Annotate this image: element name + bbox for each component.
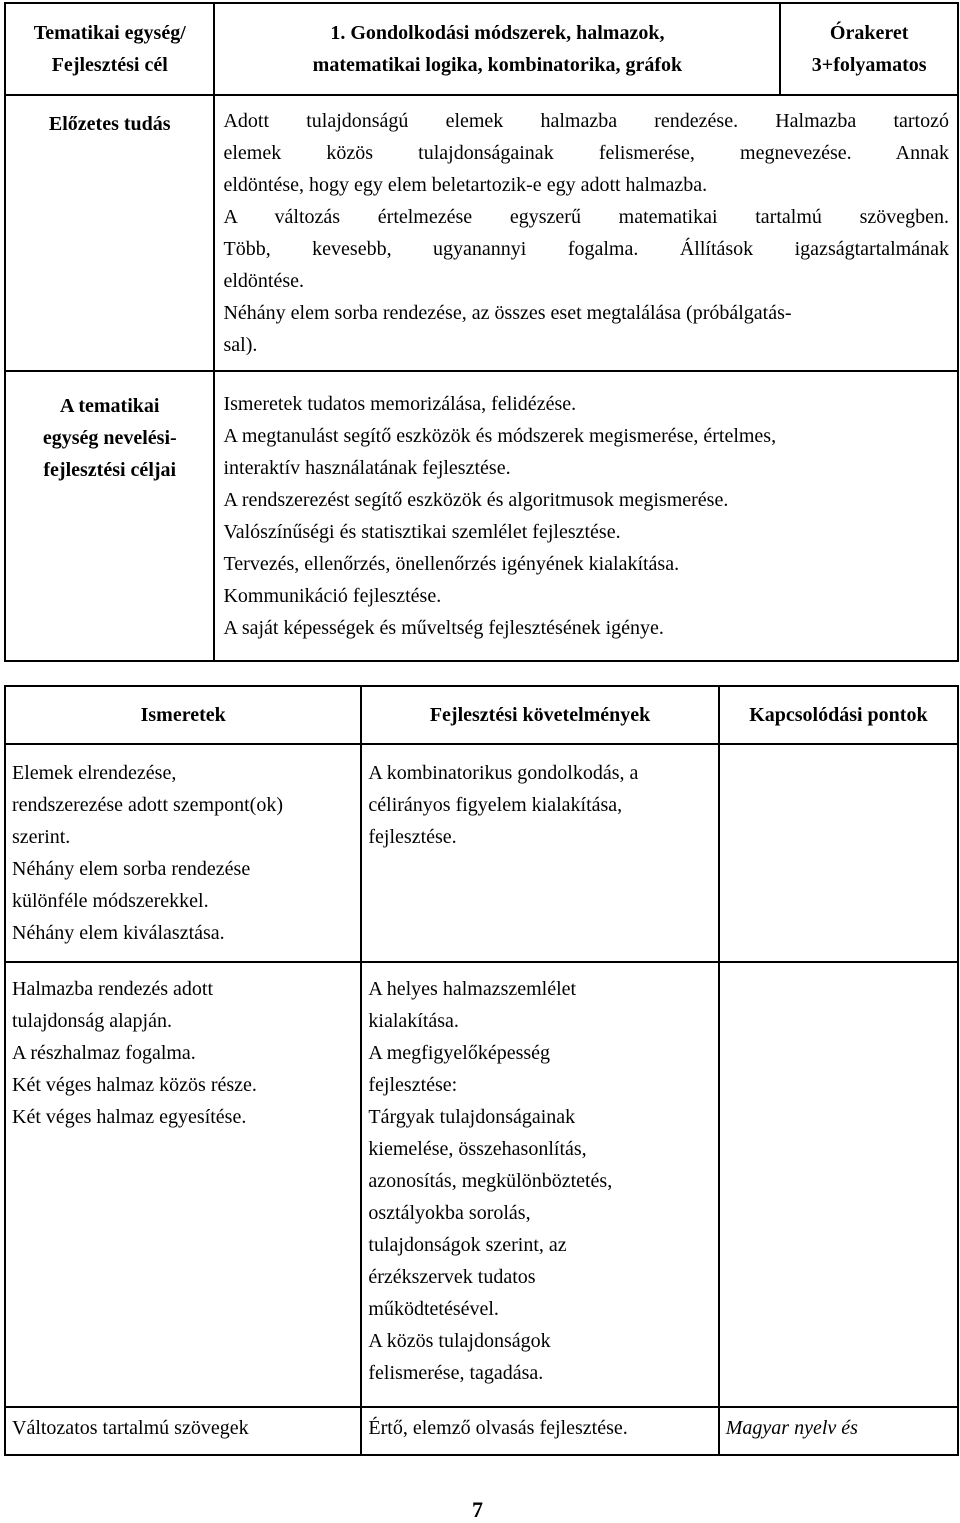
label-line: A tematikai [60, 395, 160, 417]
row1-connections [719, 744, 958, 962]
header-line: 3+folyamatos [811, 54, 927, 76]
goals-text [214, 371, 958, 661]
header-line: Tematikai egység/ [33, 22, 186, 44]
content-table [4, 685, 959, 1456]
row2-connections [719, 962, 958, 1407]
page-number: 7 [472, 1497, 483, 1522]
cell-line: szerint. [12, 826, 71, 848]
cell-line: azonosítás, megkülönböztetés, [368, 1170, 613, 1192]
cell-line: felismerése, tagadása. [368, 1362, 544, 1384]
cell-line: Változatos tartalmú szövegek [12, 1417, 249, 1439]
text-line: A rendszerezést segítő eszközök és algoritmusok megismerése. [223, 489, 729, 511]
text-line: elemek közös tulajdonságainak felismerése, megnevezése. Annak [223, 142, 949, 164]
text-line: Ismeretek tudatos memorizálása, felidézése. [223, 393, 577, 415]
topic-table [4, 2, 959, 662]
row2-knowledge [5, 962, 361, 1407]
cell-line: Magyar nyelv és [725, 1417, 858, 1439]
row3-knowledge [5, 1407, 361, 1455]
header-topic-unit [5, 3, 214, 95]
cell-line: Értő, elemző olvasás fejlesztése. [368, 1417, 628, 1439]
header-line: matematikai logika, kombinatorika, gráfok [312, 54, 683, 76]
header-connections: Kapcsolódási pontok [719, 686, 958, 744]
header-line: Fejlesztési cél [51, 54, 168, 76]
text-line: Több, kevesebb, ugyanannyi fogalma. Állítások igazságtartalmának [223, 238, 949, 260]
text-line: Kommunikáció fejlesztése. [223, 585, 442, 607]
cell-line: A megfigyelőképesség [368, 1042, 551, 1064]
cell-line: kialakítása. [368, 1010, 459, 1032]
cell-line: célirányos figyelem kialakítása, [368, 794, 623, 816]
header-line: 1. Gondolkodási módszerek, halmazok, [330, 22, 665, 44]
label-line: fejlesztési céljai [43, 459, 177, 481]
text-line: eldöntése. [223, 270, 305, 292]
cell-line: érzékszervek tudatos [368, 1266, 536, 1288]
cell-line: A közös tulajdonságok [368, 1330, 551, 1352]
header-requirements: Fejlesztési követelmények [361, 686, 718, 744]
row3-connections [719, 1407, 958, 1455]
text-line: Valószínűségi és statisztikai szemlélet fejlesztése. [223, 521, 621, 543]
cell-line: Tárgyak tulajdonságainak [368, 1106, 576, 1128]
cell-line: rendszerezése adott szempont(ok) [12, 794, 283, 816]
header-topic-title [214, 3, 780, 95]
cell-line: Két véges halmaz egyesítése. [12, 1106, 247, 1128]
row2-requirements [361, 962, 718, 1407]
text-line: Néhány elem sorba rendezése, az összes eset megtalálása (próbálgatás- [223, 302, 792, 324]
cell-line: Két véges halmaz közös része. [12, 1074, 257, 1096]
header-time-frame [780, 3, 958, 95]
cell-line: Néhány elem kiválasztása. [12, 922, 225, 944]
text-line: sal). [223, 334, 258, 356]
header-knowledge: Ismeretek [5, 686, 361, 744]
cell-line: különféle módszerekkel. [12, 890, 209, 912]
cell-line: fejlesztése: [368, 1074, 458, 1096]
cell-line: A részhalmaz fogalma. [12, 1042, 196, 1064]
text-line: eldöntése, hogy egy elem beletartozik-e egy adott halmazba. [223, 174, 708, 196]
cell-line: A kombinatorikus gondolkodás, a [368, 762, 639, 784]
cell-line: fejlesztése. [368, 826, 457, 848]
text-line: interaktív használatának fejlesztése. [223, 457, 511, 479]
row1-knowledge [5, 744, 361, 962]
prior-knowledge-text [214, 95, 958, 371]
text-line: Tervezés, ellenőrzés, önellenőrzés igényének kialakítása. [223, 553, 680, 575]
cell-line: Halmazba rendezés adott [12, 978, 214, 1000]
cell-line: osztályokba sorolás, [368, 1202, 531, 1224]
prior-knowledge-label [5, 95, 214, 371]
cell-line: Néhány elem sorba rendezése [12, 858, 251, 880]
row1-requirements [361, 744, 718, 962]
cell-line: Elemek elrendezése, [12, 762, 177, 784]
text-line: A saját képességek és műveltség fejlesztésének igénye. [223, 617, 664, 639]
cell-line: kiemelése, összehasonlítás, [368, 1138, 587, 1160]
label-line: Előzetes tudás [48, 113, 171, 135]
cell-line: A helyes halmazszemlélet [368, 978, 577, 1000]
header-line: Órakeret [829, 22, 909, 44]
row3-requirements [361, 1407, 718, 1455]
goals-label [5, 371, 214, 661]
cell-line: működtetésével. [368, 1298, 499, 1320]
text-line: A változás értelmezése egyszerű matematikai tartalmú szövegben. [223, 206, 949, 228]
label-line: egység nevelési- [42, 427, 177, 449]
cell-line: tulajdonságok szerint, az [368, 1234, 567, 1256]
text-line: Adott tulajdonságú elemek halmazba rendezése. Halmazba tartozó [223, 110, 949, 132]
text-line: A megtanulást segítő eszközök és módszerek megismerése, értelmes, [223, 425, 777, 447]
cell-line: tulajdonság alapján. [12, 1010, 172, 1032]
